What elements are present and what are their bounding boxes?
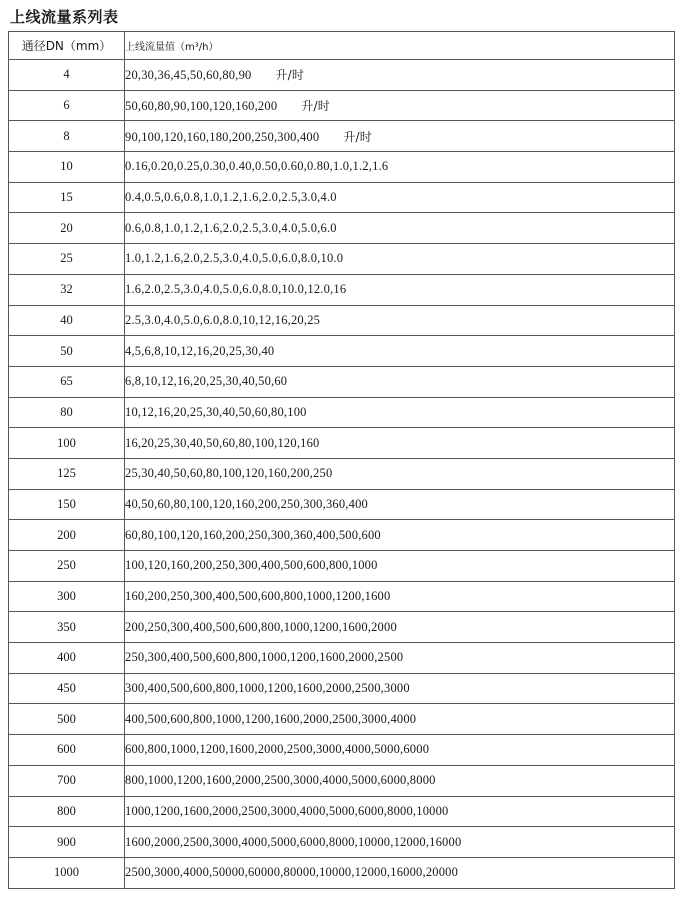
flow-values: 0.16,0.20,0.25,0.30,0.40,0.50,0.60,0.80,1.0,1.2,1.6 (125, 159, 389, 174)
table-row (9, 305, 675, 336)
flow-values: 2500,3000,4000,50000,60000,80000,10000,12000,16000,20000 (125, 865, 459, 880)
flow-values: 1600,2000,2500,3000,4000,5000,6000,8000,10000,12000,16000 (125, 834, 462, 849)
table-row (9, 857, 675, 888)
flow-values-cell (125, 735, 675, 766)
dn-cell: 350 (9, 612, 125, 643)
flow-values-cell (125, 213, 675, 244)
table-row (9, 90, 675, 121)
flow-values: 250,300,400,500,600,800,1000,1200,1600,2000,2500 (125, 650, 404, 665)
flow-values-cell (125, 551, 675, 582)
flow-values-cell (125, 581, 675, 612)
flow-values-cell (125, 827, 675, 858)
flow-values: 800,1000,1200,1600,2000,2500,3000,4000,5000,6000,8000 (125, 773, 436, 788)
table-row (9, 458, 675, 489)
flow-values: 600,800,1000,1200,1600,2000,2500,3000,4000,5000,6000 (125, 742, 430, 757)
table-row (9, 581, 675, 612)
table-row (9, 643, 675, 674)
flow-values-cell (125, 489, 675, 520)
table-row (9, 428, 675, 459)
flow-values-cell (125, 673, 675, 704)
flow-values-cell (125, 305, 675, 336)
dn-cell: 80 (9, 397, 125, 428)
flow-values-cell (125, 458, 675, 489)
flow-values: 50,60,80,90,100,120,160,200 (125, 99, 278, 114)
dn-cell: 800 (9, 796, 125, 827)
flow-values-cell (125, 428, 675, 459)
flow-values-cell (125, 336, 675, 367)
table-row (9, 735, 675, 766)
unit-label: 升/时 (343, 129, 372, 144)
table-row (9, 60, 675, 91)
dn-cell: 10 (9, 152, 125, 183)
dn-cell: 20 (9, 213, 125, 244)
dn-cell: 15 (9, 182, 125, 213)
unit-label: 升/时 (301, 99, 330, 114)
dn-cell: 600 (9, 735, 125, 766)
flow-values-cell (125, 90, 675, 121)
flow-values: 10,12,16,20,25,30,40,50,60,80,100 (125, 404, 307, 419)
unit-label: 升/时 (275, 68, 305, 83)
page-title: 上线流量系列表 (10, 8, 119, 26)
flow-values: 60,80,100,120,160,200,250,300,360,400,500,600 (125, 527, 381, 542)
table-row (9, 182, 675, 213)
flow-values: 200,250,300,400,500,600,800,1000,1200,1600,2000 (125, 619, 397, 634)
table-row (9, 336, 675, 367)
table-row (9, 796, 675, 827)
table-row (9, 673, 675, 704)
column-header-flow: 上线流量值（m³/h） (125, 32, 675, 60)
flow-values-cell (125, 397, 675, 428)
flow-values: 160,200,250,300,400,500,600,800,1000,1200,1600 (125, 589, 391, 604)
table-row (9, 244, 675, 275)
flow-values: 90,100,120,160,180,200,250,300,400 (125, 129, 320, 144)
flow-values: 0.4,0.5,0.6,0.8,1.0,1.2,1.6,2.0,2.5,3.0,4.0 (125, 190, 337, 205)
table-header-row (9, 32, 675, 60)
flow-values: 2.5,3.0,4.0,5.0,6.0,8.0,10,12,16,20,25 (125, 312, 321, 327)
flow-values: 1000,1200,1600,2000,2500,3000,4000,5000,6000,8000,10000 (125, 803, 449, 818)
flow-values-cell (125, 765, 675, 796)
flow-values: 1.0,1.2,1.6,2.0,2.5,3.0,4.0,5.0,6.0,8.0,10.0 (125, 251, 344, 266)
flow-values-cell (125, 274, 675, 305)
flow-series-table (8, 31, 675, 889)
dn-cell: 65 (9, 366, 125, 397)
dn-cell: 6 (9, 90, 125, 121)
flow-values-cell (125, 182, 675, 213)
flow-values: 6,8,10,12,16,20,25,30,40,50,60 (125, 374, 288, 389)
dn-cell: 25 (9, 244, 125, 275)
dn-cell: 125 (9, 458, 125, 489)
dn-cell: 40 (9, 305, 125, 336)
flow-values: 25,30,40,50,60,80,100,120,160,200,250 (125, 466, 333, 481)
flow-values-cell (125, 520, 675, 551)
dn-cell: 150 (9, 489, 125, 520)
flow-values-cell (125, 796, 675, 827)
dn-cell: 250 (9, 551, 125, 582)
dn-cell: 500 (9, 704, 125, 735)
table-row (9, 551, 675, 582)
dn-cell: 4 (9, 60, 125, 91)
table-row (9, 152, 675, 183)
dn-cell: 8 (9, 121, 125, 152)
table-row (9, 489, 675, 520)
dn-cell: 300 (9, 581, 125, 612)
table-row (9, 765, 675, 796)
flow-values: 1.6,2.0,2.5,3.0,4.0,5.0,6.0,8.0,10.0,12.0,16 (125, 282, 347, 297)
flow-values-cell (125, 121, 675, 152)
flow-values: 400,500,600,800,1000,1200,1600,2000,2500,3000,4000 (125, 711, 417, 726)
table-row (9, 213, 675, 244)
dn-cell: 200 (9, 520, 125, 551)
table-row (9, 827, 675, 858)
flow-values-cell (125, 60, 675, 91)
dn-cell: 900 (9, 827, 125, 858)
dn-cell: 450 (9, 673, 125, 704)
flow-values-cell (125, 366, 675, 397)
flow-values-cell (125, 244, 675, 275)
flow-values: 100,120,160,200,250,300,400,500,600,800,1000 (125, 558, 378, 573)
dn-cell: 100 (9, 428, 125, 459)
dn-cell: 50 (9, 336, 125, 367)
table-row (9, 366, 675, 397)
column-header-dn: 通径DN（mm） (9, 32, 125, 60)
flow-values-cell (125, 152, 675, 183)
table-row (9, 274, 675, 305)
flow-values: 300,400,500,600,800,1000,1200,1600,2000,2500,3000 (125, 681, 410, 696)
table-row (9, 520, 675, 551)
table-row (9, 704, 675, 735)
flow-values: 20,30,36,45,50,60,80,90 (125, 68, 252, 83)
flow-values-cell (125, 643, 675, 674)
flow-values: 16,20,25,30,40,50,60,80,100,120,160 (125, 435, 320, 450)
table-row (9, 121, 675, 152)
flow-values: 4,5,6,8,10,12,16,20,25,30,40 (125, 343, 275, 358)
dn-cell: 400 (9, 643, 125, 674)
dn-cell: 1000 (9, 857, 125, 888)
flow-values-cell (125, 857, 675, 888)
flow-values: 0.6,0.8,1.0,1.2,1.6,2.0,2.5,3.0,4.0,5.0,6.0 (125, 220, 337, 235)
dn-cell: 700 (9, 765, 125, 796)
flow-values: 40,50,60,80,100,120,160,200,250,300,360,400 (125, 496, 368, 511)
flow-values-cell (125, 704, 675, 735)
dn-cell: 32 (9, 274, 125, 305)
flow-values-cell (125, 612, 675, 643)
table-row (9, 612, 675, 643)
table-row (9, 397, 675, 428)
